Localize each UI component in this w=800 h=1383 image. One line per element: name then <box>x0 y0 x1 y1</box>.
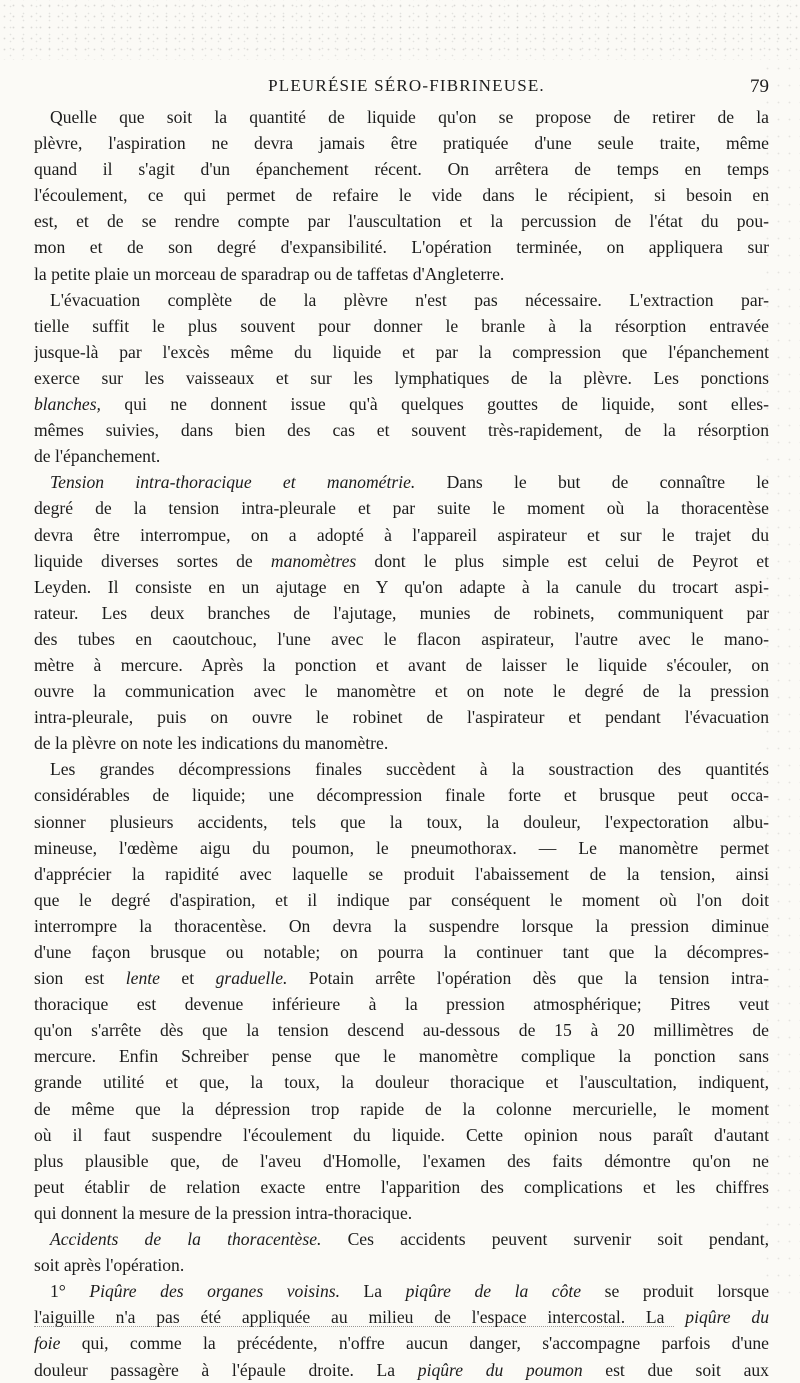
text-segment: rateur. Les deux branches de l'ajutage, munies de robinets, communiquent par <box>34 602 769 623</box>
text-segment: quand il s'agit d'un épanchement récent. On arrêtera de temps en temps <box>34 159 769 180</box>
text-segment: sion est <box>34 968 126 989</box>
text-line <box>34 1017 769 1043</box>
text-segment: Leyden. Il consiste en un ajutage en Y qu'on adapte à la canule du trocart aspi- <box>34 576 769 597</box>
text-line <box>34 156 769 182</box>
text-segment: intra-pleurale, puis on ouvre le robinet de l'aspirateur et pendant l'évacuation <box>34 707 769 728</box>
text-line <box>34 991 769 1017</box>
text-line <box>34 261 769 287</box>
text-segment: ouvre la communication avec le manomètre et on note le degré de la pression <box>34 681 769 702</box>
text-line <box>34 913 769 939</box>
text-line <box>34 1069 769 1095</box>
text-segment: et <box>159 968 216 989</box>
text-segment: mètre à mercure. Après la ponction et avant de laisser le liquide s'écouler, on <box>34 654 769 675</box>
text-segment: L'évacuation complète de la plèvre n'est pas nécessaire. L'extraction par- <box>50 289 769 310</box>
text-line <box>34 1200 769 1226</box>
italic-text-segment: graduelle. <box>215 968 288 989</box>
text-line <box>34 1357 769 1383</box>
text-line <box>34 678 769 704</box>
running-head <box>34 76 769 100</box>
text-segment: douleur passagère à l'épaule droite. La <box>34 1359 418 1380</box>
text-segment: mineuse, l'œdème aigu du poumon, le pneumothorax. — Le manomètre permet <box>34 837 769 858</box>
text-line <box>34 495 769 521</box>
text-segment: de même que la dépression trop rapide de la colonne mercurielle, le moment <box>34 1098 769 1119</box>
text-line <box>34 287 769 313</box>
text-segment: mercure. Enfin Schreiber pense que le manomètre complique la ponction sans <box>34 1046 769 1067</box>
text-line <box>34 887 769 913</box>
text-segment: dont le plus simple est celui de Peyrot et <box>356 550 769 571</box>
text-line <box>34 939 769 965</box>
running-title: PLEURÉSIE SÉRO-FIBRINEUSE. <box>268 76 545 95</box>
text-line <box>34 130 769 156</box>
text-line <box>34 1278 769 1304</box>
italic-text-segment: manomètres <box>270 550 357 571</box>
text-line <box>34 600 769 626</box>
text-line <box>34 522 769 548</box>
text-segment: Quelle que soit la quantité de liquide qu'on se propose de retirer de la <box>50 107 769 127</box>
text-line <box>34 234 769 260</box>
italic-text-segment: Accidents de la thoracentèse. <box>50 1229 322 1250</box>
text-segment: que le degré d'aspiration, et il indique par conséquent le moment où l'on doit <box>34 889 769 910</box>
text-segment: plèvre, l'aspiration ne devra jamais être pratiquée d'une seule traite, même <box>34 133 769 154</box>
text-segment: la petite plaie un morceau de sparadrap ou de taffetas d'Angleterre. <box>34 263 505 284</box>
footer-dotted-rule <box>34 1326 674 1329</box>
text-line <box>34 704 769 730</box>
text-line <box>34 339 769 365</box>
text-segment: devra être interrompue, on a adopté à l'appareil aspirateur et sur le trajet du <box>34 524 769 545</box>
body-text <box>34 104 769 1383</box>
italic-text-segment: lente <box>125 968 160 989</box>
italic-text-segment: piqûre du poumon <box>417 1359 583 1380</box>
text-segment: est, et de se rendre compte par l'auscultation et la percussion de l'état du pou- <box>34 211 769 232</box>
text-segment: qui, comme la précédente, n'offre aucun danger, s'accompagne parfois d'une <box>60 1333 769 1354</box>
text-segment: des tubes en caoutchouc, l'une avec le flacon aspirateur, l'autre avec le mano- <box>34 628 769 649</box>
text-segment: exerce sur les vaisseaux et sur les lymphatiques de la plèvre. Les ponctions <box>34 367 769 388</box>
text-line <box>34 626 769 652</box>
text-segment: d'une façon brusque ou notable; on pourra la continuer tant que la décompres- <box>34 942 769 962</box>
text-segment: interrompre la thoracentèse. On devra la suspendre lorsque la pression diminue <box>34 915 769 936</box>
text-line <box>34 1252 769 1278</box>
text-line <box>34 313 769 339</box>
text-line <box>34 652 769 678</box>
text-segment: sionner plusieurs accidents, tels que la toux, la douleur, l'expectoration albu- <box>34 811 769 832</box>
text-line <box>34 861 769 887</box>
text-segment: d'apprécier la rapidité avec laquelle se produit l'abaissement de la tension, ainsi <box>34 863 769 884</box>
text-segment: l'écoulement, ce qui permet de refaire le vide dans le récipient, si besoin en <box>34 185 769 206</box>
text-segment: Dans le but de connaître le <box>415 472 769 493</box>
text-segment: jusque-là par l'excès même du liquide et par la compression que l'épanchement <box>34 341 769 362</box>
text-line <box>34 365 769 391</box>
text-segment: thoracique est devenue inférieure à la pression atmosphérique; Pitres veut <box>34 994 769 1015</box>
text-segment: plus plausible que, de l'aveu d'Homolle, l'examen des faits démontre qu'on ne <box>34 1150 769 1171</box>
text-line <box>34 208 769 234</box>
text-segment: mêmes suivies, dans bien des cas et souvent très-rapidement, de la résorption <box>34 420 769 441</box>
text-line <box>34 417 769 443</box>
text-line <box>34 1122 769 1148</box>
italic-text-segment: Piqûre des organes voisins. <box>89 1281 340 1302</box>
text-segment: qui donnent la mesure de la pression intra-thoracique. <box>34 1202 413 1223</box>
text-line <box>34 1148 769 1174</box>
text-segment: tielle suffit le plus souvent pour donner le branle à la résorption entravée <box>34 315 769 336</box>
text-line <box>34 1174 769 1200</box>
italic-text-segment: piqûre de la côte <box>405 1281 582 1302</box>
text-line <box>34 1043 769 1069</box>
text-line <box>34 835 769 861</box>
text-segment: où il faut suspendre l'écoulement du liquide. Cette opinion nous paraît d'autant <box>34 1124 769 1145</box>
text-line <box>34 469 769 495</box>
text-line <box>34 548 769 574</box>
text-segment: l'aiguille n'a pas été appliquée au milieu de l'espace intercostal. La <box>34 1307 686 1328</box>
text-segment: est due soit aux <box>582 1359 769 1380</box>
text-line <box>34 1330 769 1356</box>
text-segment: Potain arrête l'opération dès que la tension intra- <box>287 968 769 989</box>
paper-speckle-top <box>0 0 800 60</box>
text-line <box>34 1226 769 1252</box>
page-number: 79 <box>750 76 769 97</box>
text-segment: Ces accidents peuvent survenir soit pendant, <box>321 1229 769 1250</box>
text-segment: de la plèvre on note les indications du manomètre. <box>34 733 389 754</box>
text-segment: 1° <box>50 1281 90 1302</box>
text-line <box>34 104 769 130</box>
italic-text-segment: blanches, <box>34 394 101 415</box>
text-segment: qui ne donnent issue qu'à quelques gouttes de liquide, sont elles- <box>100 394 769 415</box>
text-segment: liquide diverses sortes de <box>34 550 271 571</box>
text-segment: considérables de liquide; une décompression finale forte et brusque peut occa- <box>34 785 769 806</box>
text-line <box>34 574 769 600</box>
italic-text-segment: foie <box>34 1333 61 1354</box>
text-segment: La <box>339 1281 406 1302</box>
text-line <box>34 809 769 835</box>
text-segment: soit après l'opération. <box>34 1255 185 1276</box>
text-segment: grande utilité et que, la toux, la douleur thoracique et l'auscultation, indiquent, <box>34 1072 769 1093</box>
text-segment: mon et de son degré d'expansibilité. L'opération terminée, on appliquera sur <box>34 237 769 258</box>
text-segment: peut établir de relation exacte entre l'apparition des complications et les chiffres <box>34 1176 769 1197</box>
text-segment: Les grandes décompressions finales succèdent à la soustraction des quantités <box>50 759 769 780</box>
text-line <box>34 782 769 808</box>
text-segment: se produit lorsque <box>581 1281 769 1302</box>
text-line <box>34 965 769 991</box>
text-segment: de l'épanchement. <box>34 446 161 467</box>
italic-text-segment: Tension intra-thoracique et manométrie. <box>50 472 416 493</box>
text-line <box>34 1096 769 1122</box>
text-line <box>34 391 769 417</box>
italic-text-segment: piqûre du <box>685 1307 769 1328</box>
text-line <box>34 730 769 756</box>
text-segment: degré de la tension intra-pleurale et par suite le moment où la thoracentèse <box>34 498 769 519</box>
text-line <box>34 756 769 782</box>
text-segment: qu'on s'arrête dès que la tension descend au-dessous de 15 à 20 millimètres de <box>34 1020 769 1041</box>
text-line <box>34 443 769 469</box>
text-line <box>34 182 769 208</box>
